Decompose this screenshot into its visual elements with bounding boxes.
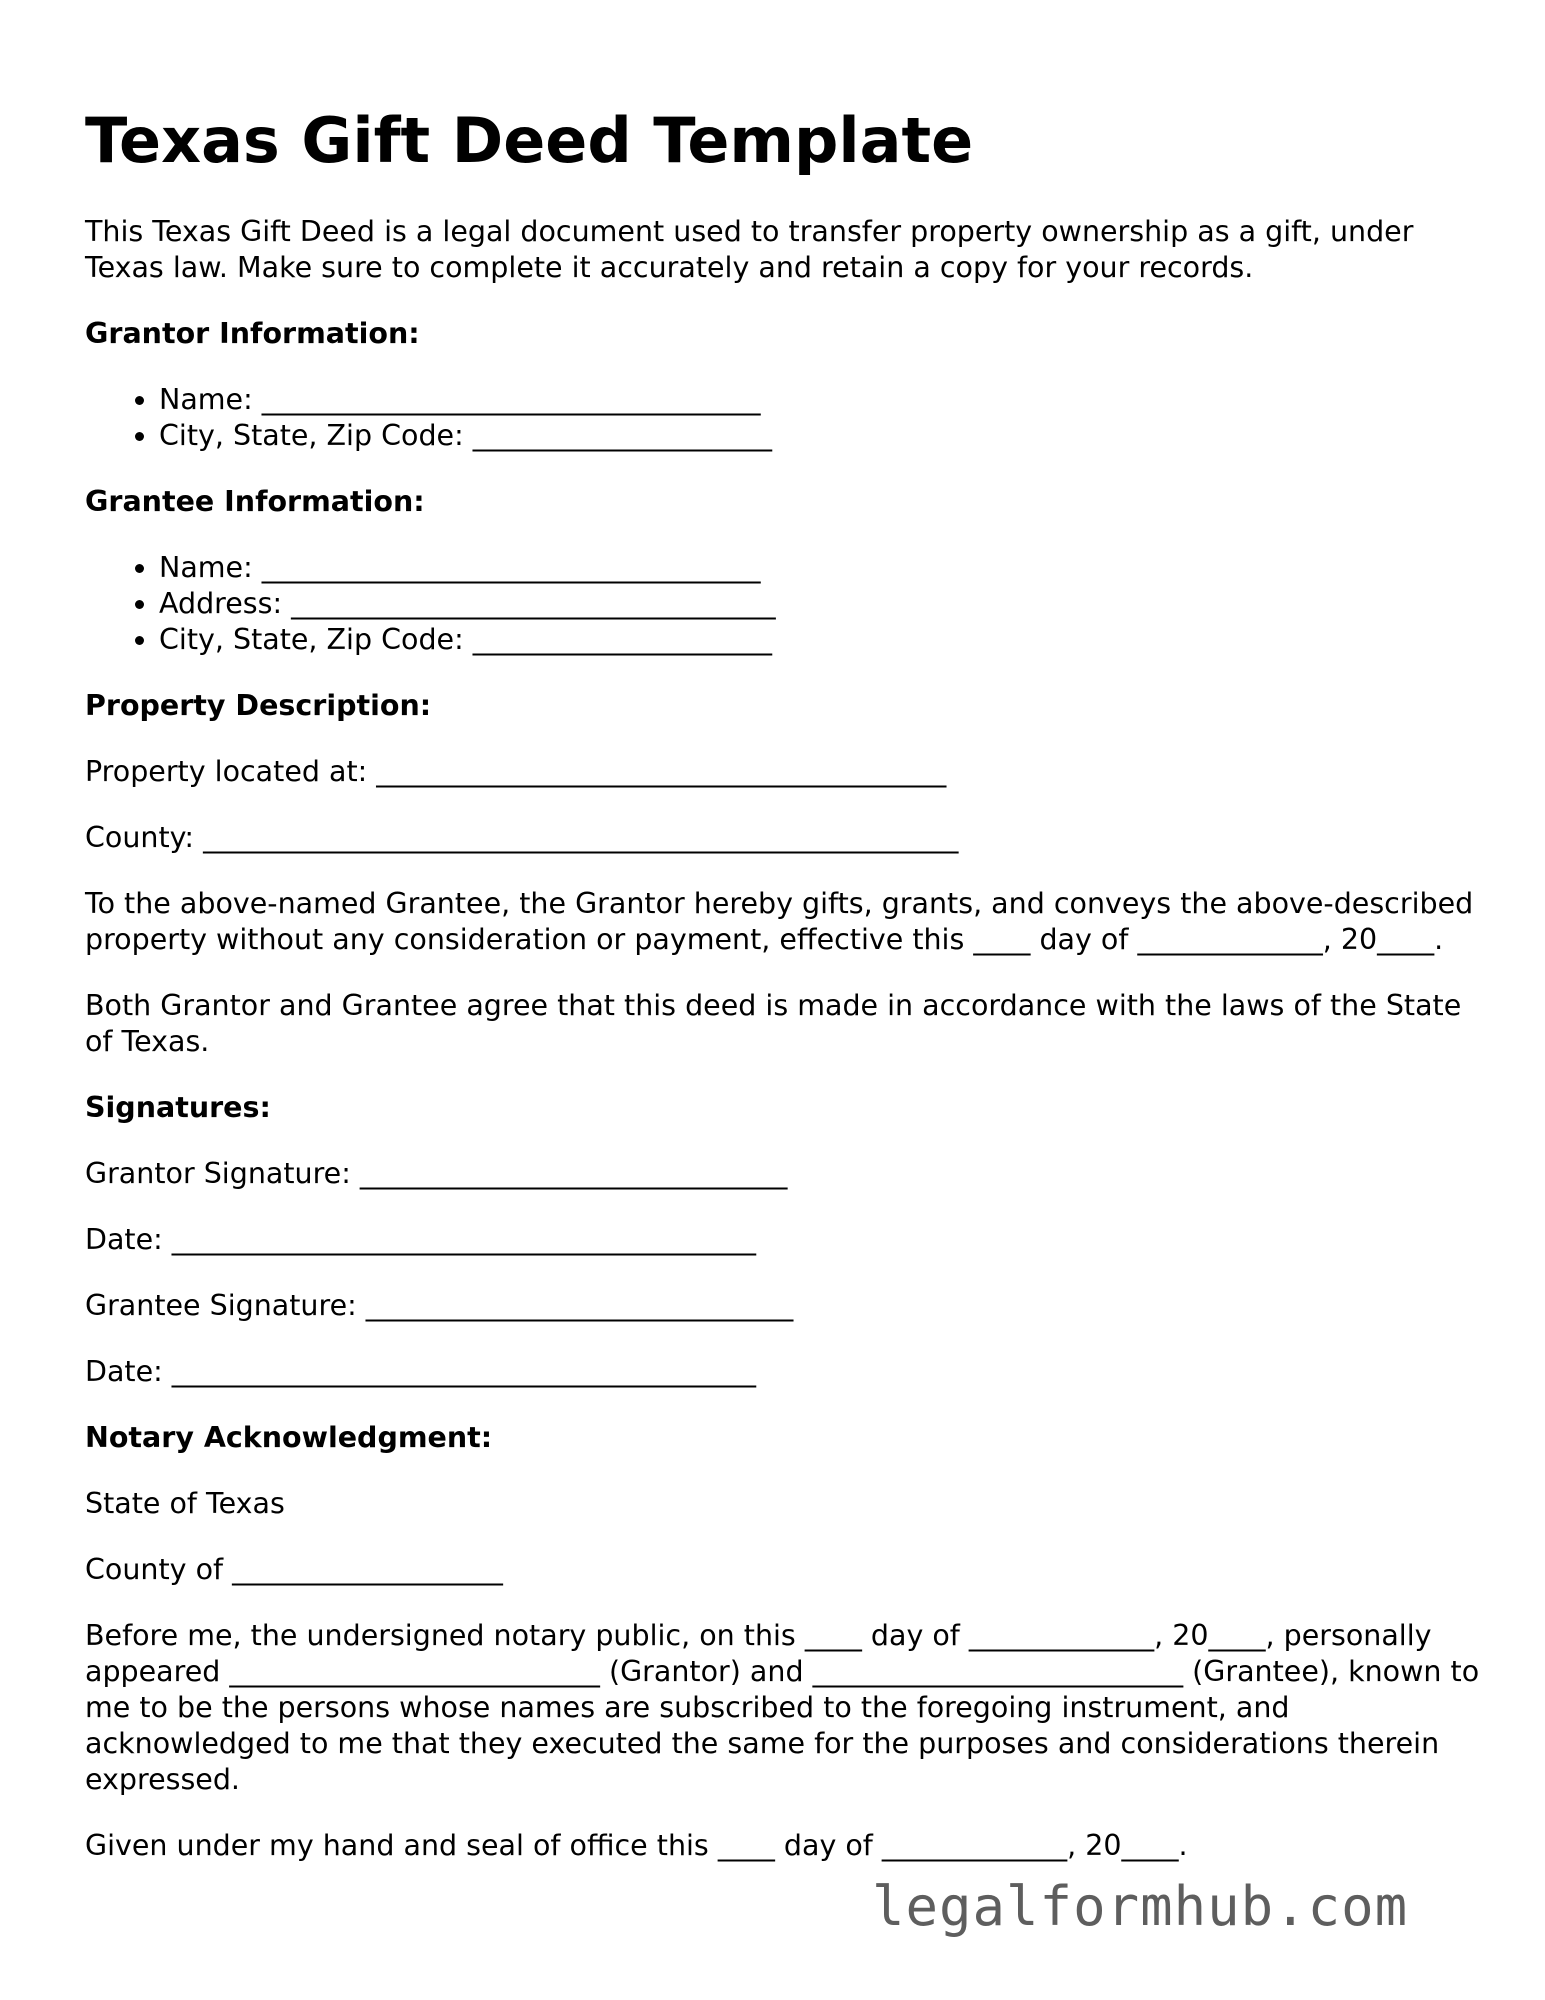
signatures-heading: Signatures: xyxy=(85,1091,271,1125)
property-heading: Property Description: xyxy=(85,689,432,723)
grantee-address-field: • Address: __________________________________ xyxy=(159,586,1485,622)
notary-given-paragraph: Given under my hand and seal of office this ____ day of _____________, 20____. xyxy=(85,1829,1188,1863)
grantor-name-field: • Name: ___________________________________ xyxy=(159,382,1485,418)
grantee-date-field: Date: _________________________________________ xyxy=(85,1355,757,1389)
document-title: Texas Gift Deed Template xyxy=(85,104,974,177)
property-location-field: Property located at: ________________________________________ xyxy=(85,755,947,789)
grantee-list xyxy=(85,550,1485,658)
grantee-signature-field: Grantee Signature: ______________________________ xyxy=(85,1289,794,1323)
grantor-list xyxy=(85,382,1485,454)
conveyance-paragraph: To the above-named Grantee, the Grantor hereby gifts, grants, and conveys the above-described property without any consideration or payment, effective this ____ day of _____________, 20____. xyxy=(85,887,1474,957)
watermark-logo: legalformhub.com xyxy=(872,1875,1409,1938)
grantor-date-field: Date: _________________________________________ xyxy=(85,1223,757,1257)
notary-heading: Notary Acknowledgment: xyxy=(85,1421,493,1455)
grantee-heading: Grantee Information: xyxy=(85,485,425,519)
property-county-field: County: _____________________________________________________ xyxy=(85,821,959,855)
intro-paragraph: This Texas Gift Deed is a legal document used to transfer property ownership as a gift, under Texas law. Make sure to complete it accurately and retain a copy for your records. xyxy=(85,215,1414,285)
document-page xyxy=(85,104,1485,1894)
grantor-heading: Grantor Information: xyxy=(85,317,420,351)
notary-county-field: County of ___________________ xyxy=(85,1553,503,1587)
agreement-paragraph: Both Grantor and Grantee agree that this deed is made in accordance with the laws of the State of Texas. xyxy=(85,989,1462,1059)
notary-state: State of Texas xyxy=(85,1487,285,1521)
notary-body-paragraph: Before me, the undersigned notary public, on this ____ day of _____________, 20____, personally appeared __________________________ (Grantor) and __________________________ (Grantee), known to me to be the persons whose names are subscribed to the foregoing instrument, and acknowledged to me that they executed the same for the purposes and considerations therein expressed. xyxy=(85,1619,1480,1797)
grantee-city-field: • City, State, Zip Code: _____________________ xyxy=(159,622,1485,658)
grantor-city-field: • City, State, Zip Code: _____________________ xyxy=(159,418,1485,454)
grantor-signature-field: Grantor Signature: ______________________________ xyxy=(85,1157,788,1191)
grantee-name-field: • Name: ___________________________________ xyxy=(159,550,1485,586)
